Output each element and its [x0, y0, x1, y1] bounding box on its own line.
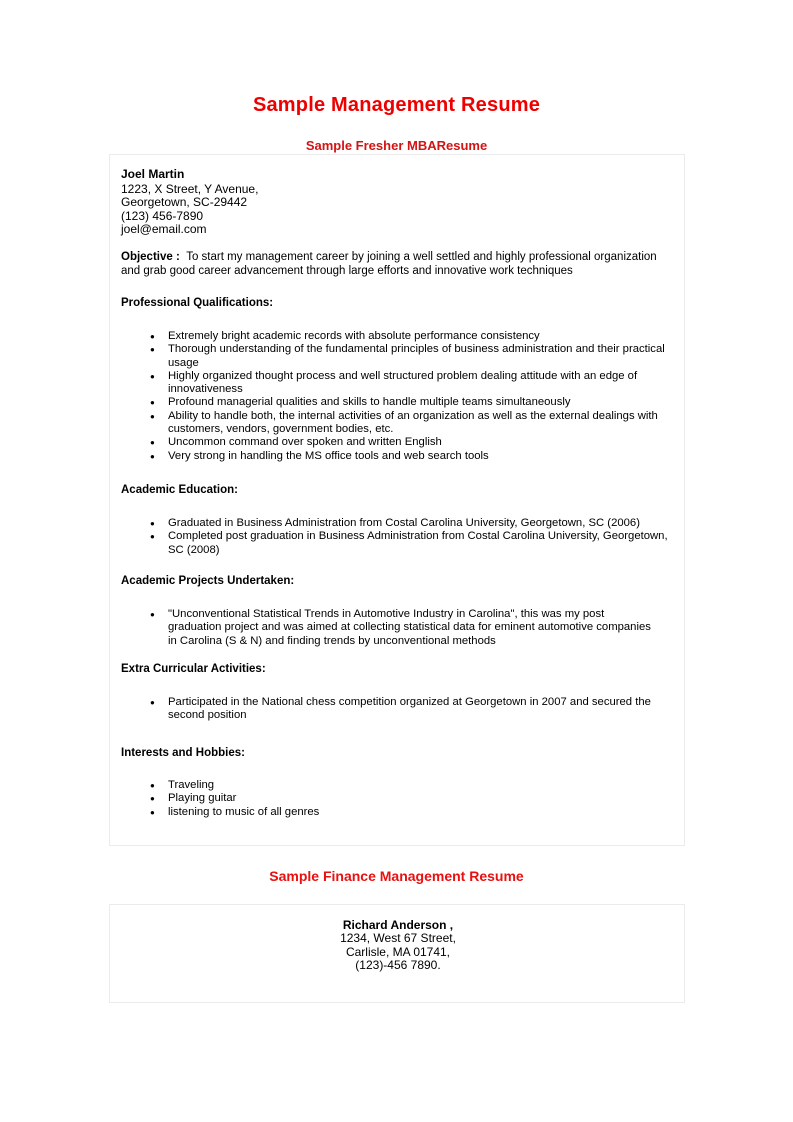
objective-text: To start my management career by joining a well settled and highly professional organization and grab good career advancement through large efforts and innovative work techniques: [121, 251, 657, 277]
list-academic-education: [121, 517, 676, 557]
section-heading-academic-projects: Academic Projects Undertaken:: [121, 575, 295, 587]
list-item: ● Completed post graduation in Business Administration from Costal Carolina University, Georgetown, SC (2008): [121, 530, 676, 557]
list-professional-qualifications: [121, 330, 676, 463]
resume-box-finance-management: [109, 904, 685, 1003]
list-item: ● Traveling: [121, 779, 521, 792]
document-title: Sample Management Resume: [252, 94, 541, 116]
list-item: ● Participated in the National chess competition organized at Georgetown in 2007 and secured the second position: [121, 696, 674, 723]
finance-candidate-name: Richard Anderson ,: [342, 918, 454, 932]
list-item: ● "Unconventional Statistical Trends in Automotive Industry in Carolina", this was my post graduation project and was aimed at collecting statistical data for eminent automotive companies in Carolina (S & N) and finding trends by unconventional methods: [121, 608, 657, 648]
list-item: ● Graduated in Business Administration from Costal Carolina University, Georgetown, SC (2006): [121, 517, 676, 530]
section-heading-interests-hobbies: Interests and Hobbies:: [121, 747, 245, 759]
section-heading-extra-curricular: Extra Curricular Activities:: [121, 663, 266, 675]
list-item: ● Playing guitar: [121, 792, 521, 805]
resume-box-one-content: [110, 155, 684, 845]
list-item: ● Extremely bright academic records with absolute performance consistency: [121, 330, 676, 343]
section-heading-academic-education: Academic Education:: [121, 484, 238, 496]
resume-box-fresher-mba: [109, 154, 685, 846]
finance-candidate-address-line-1: 1234, West 67 Street,: [340, 931, 456, 945]
list-extra-curricular: [121, 696, 674, 723]
objective-block: [121, 250, 667, 278]
document-subtitle: Sample Fresher MBAResume: [305, 138, 488, 153]
candidate-email: joel@email.com: [121, 222, 207, 236]
candidate-address-line-1: 1223, X Street, Y Avenue,: [121, 182, 259, 196]
list-interests-hobbies: [121, 779, 521, 819]
candidate-name: Joel Martin: [121, 167, 185, 181]
section-heading-finance-resume: Sample Finance Management Resume: [269, 868, 524, 884]
candidate-phone: (123) 456-7890: [121, 209, 204, 223]
section-heading-professional-qualifications: Professional Qualifications:: [121, 297, 274, 309]
finance-candidate-contact: [110, 918, 686, 973]
resume-box-two-content: [110, 905, 684, 1002]
list-academic-projects: [121, 608, 657, 648]
finance-candidate-phone: (123)-456 7890.: [355, 958, 441, 972]
objective-label: Objective :: [121, 251, 180, 263]
finance-candidate-address-line-2: Carlisle, MA 01741,: [345, 944, 451, 959]
list-item: ● Uncommon command over spoken and written English: [121, 436, 676, 449]
list-item: ● Highly organized thought process and well structured problem dealing attitude with an edge of innovativeness: [121, 370, 676, 397]
candidate-address-line-2: Georgetown, SC-29442: [121, 195, 248, 209]
list-item: ● Profound managerial qualities and skills to handle multiple teams simultaneously: [121, 396, 676, 409]
list-item: ● listening to music of all genres: [121, 806, 521, 819]
list-item: ● Very strong in handling the MS office tools and web search tools: [121, 450, 676, 463]
list-item: ● Thorough understanding of the fundamental principles of business administration and their practical usage: [121, 343, 676, 370]
list-item: ● Ability to handle both, the internal activities of an organization as well as the external dealings with customers, vendors, government bodies, etc.: [121, 410, 676, 437]
